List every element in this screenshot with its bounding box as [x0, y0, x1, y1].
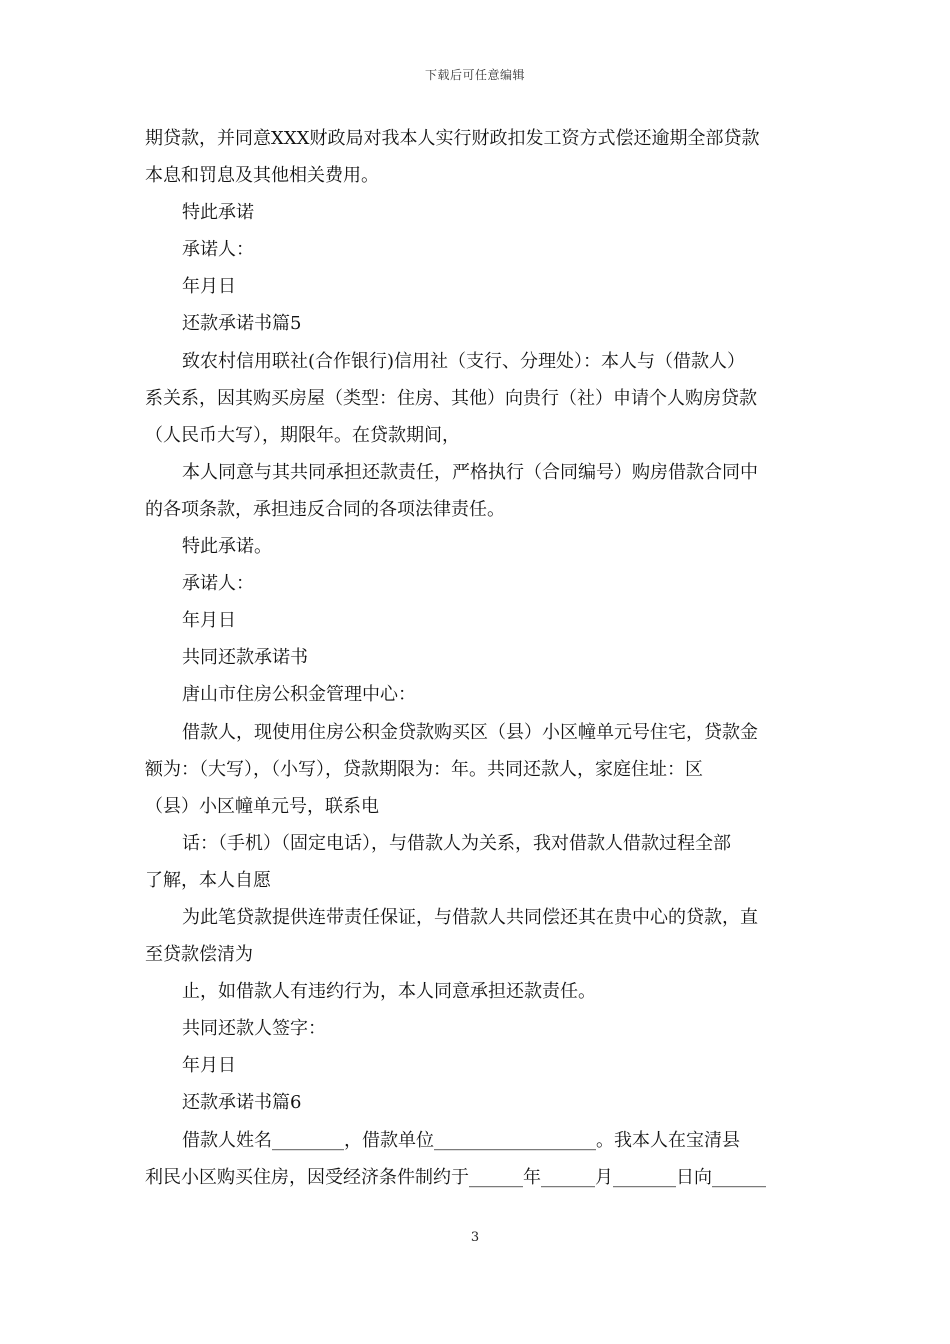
text-line: （人民币大写），期限年。在贷款期间，: [145, 424, 460, 446]
text-line: 止，如借款人有违约行为，本人同意承担还款责任。: [182, 981, 596, 1003]
text-line: 为此笔贷款提供连带责任保证，与借款人共同偿还其在贵中心的贷款，直: [182, 906, 758, 928]
text-line: 承诺人：: [182, 573, 254, 595]
text-line: 期贷款，并同意XXX财政局对我本人实行财政扣发工资方式偿还逾期全部贷款: [145, 128, 760, 149]
text-line: 还款承诺书篇5: [182, 313, 302, 335]
text-line: 共同还款承诺书: [182, 647, 308, 669]
text-line: （县）小区幢单元号，联系电: [145, 795, 379, 817]
page-header: 下载后可任意编辑: [424, 68, 525, 82]
text-line: 系关系，因其购买房屋（类型：住房、其他）向贵行（社）申请个人购房贷款: [145, 387, 757, 409]
text-line: 还款承诺书篇6: [182, 1092, 302, 1114]
text-line: 年月日: [182, 276, 236, 298]
text-line: 特此承诺。: [182, 536, 272, 558]
text-line: 共同还款人签字：: [182, 1018, 326, 1040]
text-line: 年月日: [182, 610, 236, 632]
text-line: 本息和罚息及其他相关费用。: [145, 165, 379, 187]
text-line: 年月日: [182, 1055, 236, 1077]
page-number: 3: [470, 1230, 480, 1245]
text-line: 了解，本人自愿: [145, 869, 271, 891]
document-body: [145, 120, 809, 1196]
text-line: 特此承诺: [182, 202, 254, 224]
text-line: 话：（手机）（固定电话），与借款人为关系，我对借款人借款过程全部: [182, 832, 731, 854]
text-line: 借款人，现使用住房公积金贷款购买区（县）小区幢单元号住宅，贷款金: [182, 721, 758, 743]
text-line: 至贷款偿清为: [145, 944, 253, 966]
text-line: 本人同意与其共同承担还款责任，严格执行（合同编号）购房借款合同中: [182, 461, 758, 483]
text-line: 借款人姓名________，借款单位__________________。我本人在宝清县: [182, 1129, 740, 1151]
text-line: 额为：（大写），（小写），贷款期限为：年。共同还款人，家庭住址：区: [145, 758, 703, 780]
text-line: 唐山市住房公积金管理中心：: [182, 684, 416, 706]
text-line: 承诺人：: [182, 239, 254, 261]
text-line: 致农村信用联社(合作银行)信用社（支行、分理处）：本人与（借款人）: [182, 350, 746, 372]
text-line: 利民小区购买住房，因受经济条件制约于______年______月_______日向______: [145, 1166, 766, 1188]
text-line: 的各项条款，承担违反合同的各项法律责任。: [145, 498, 505, 520]
